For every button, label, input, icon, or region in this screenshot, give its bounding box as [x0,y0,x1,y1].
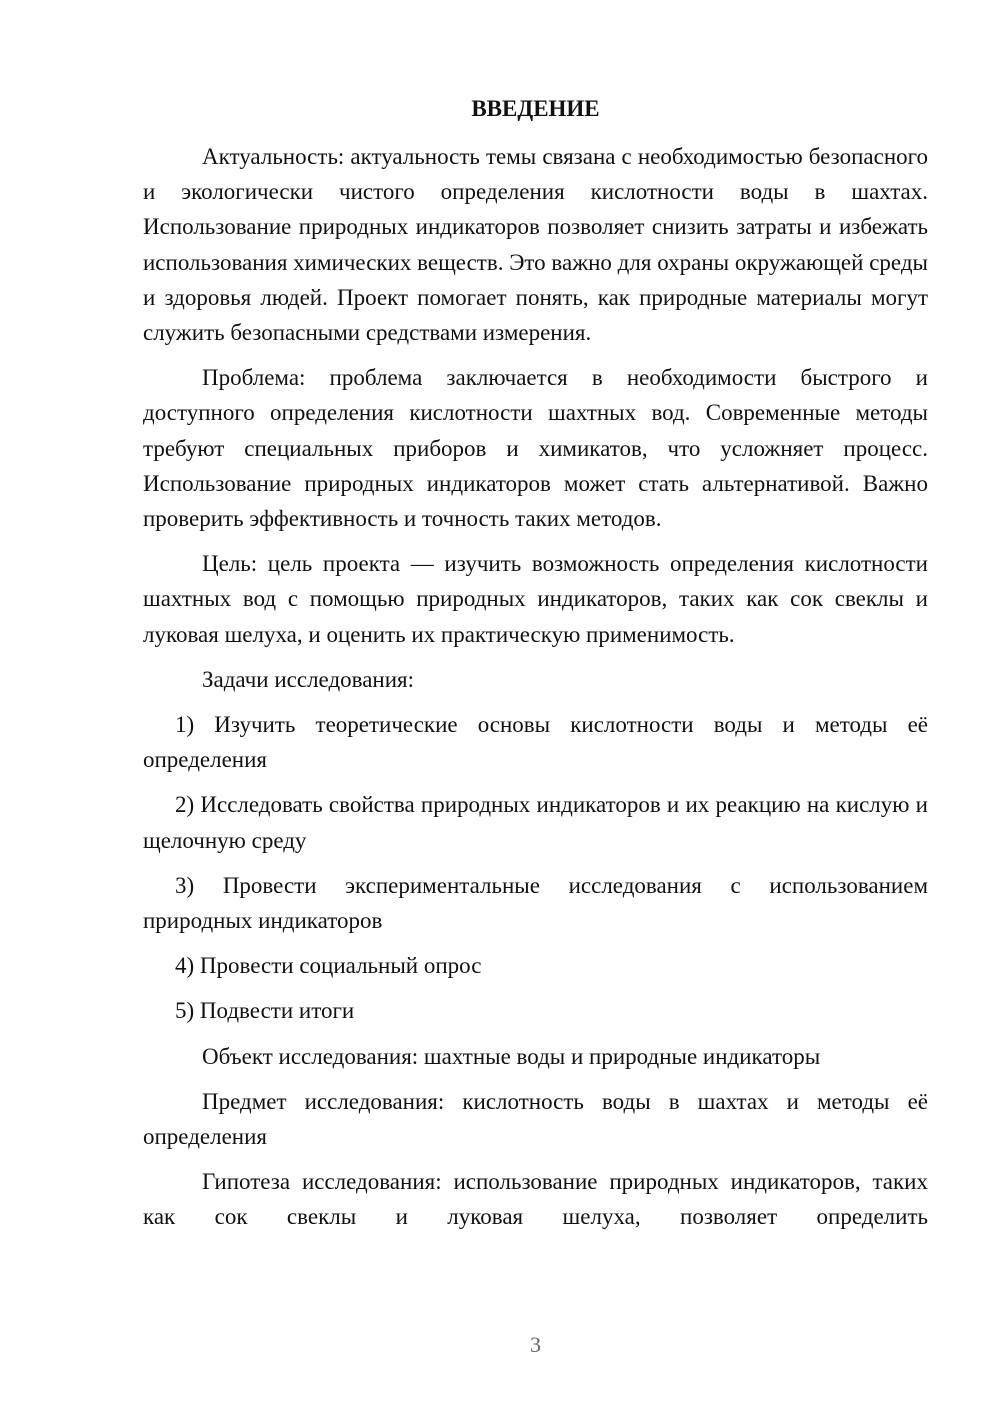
page-number: 3 [530,1332,541,1357]
page-content [143,94,928,1245]
paragraph-subject: Предмет исследования: кислотность воды в шахтах и методы её определения [143,1088,928,1150]
section-title: ВВЕДЕНИЕ [471,96,600,121]
paragraph-problem: Проблема: проблема заключается в необходимости быстрого и доступного определения кислотности шахтных вод. Современные методы требуют специальных приборов и химикатов, что усложняет процесс. Использование природных индикаторов может стать альтернативой. Важно проверить эффективность и точность таких методов. [143,365,928,532]
task-item-1: 1) Изучить теоретические основы кислотности воды и методы её определения [143,712,928,773]
paragraph-object: Объект исследования: шахтные воды и природные индикаторы [202,1043,821,1069]
task-item-2: 2) Исследовать свойства природных индикаторов и их реакцию на кислую и щелочную среду [143,792,928,853]
tasks-heading: Задачи исследования: [202,666,415,692]
paragraph-hypothesis: Гипотеза исследования: использование природных индикаторов, таких как сок свеклы и луковая шелуха, позволяет определить [143,1169,928,1230]
task-item-3: 3) Провести экспериментальные исследования с использованием природных индикаторов [143,872,928,934]
paragraph-goal: Цель: цель проекта — изучить возможность определения кислотности шахтных вод с помощью природных индикаторов, таких как сок свеклы и луковая шелуха, и оценить их практическую применимость. [143,551,928,647]
task-item-4: 4) Провести социальный опрос [175,953,482,979]
paragraph-relevance: Актуальность: актуальность темы связана с необходимостью безопасного и экологически чистого определения кислотности воды в шахтах. Использование природных индикаторов позволяет снизить затраты и избежать использования химических веществ. Это важно для охраны окружающей среды и здоровья людей. Проект помогает понять, как природные материалы могут служить безопасными средствами измерения. [143,144,928,346]
task-item-5: 5) Подвести итоги [175,998,355,1024]
